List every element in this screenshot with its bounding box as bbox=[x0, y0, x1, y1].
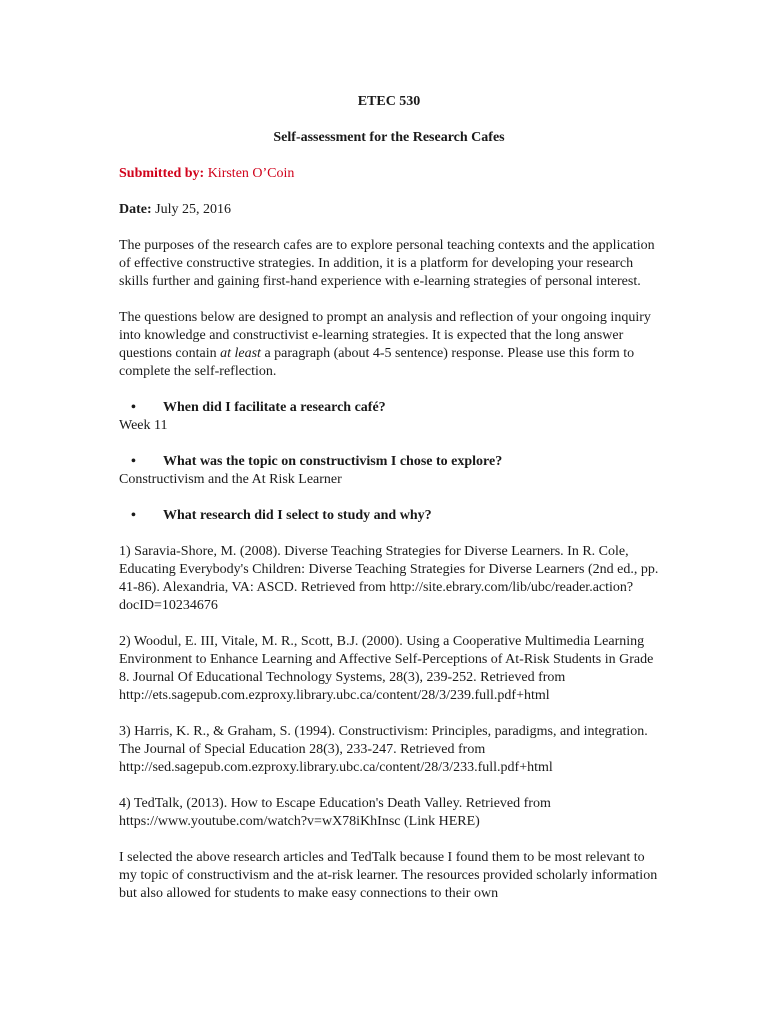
reference-1: 1) Saravia-Shore, M. (2008). Diverse Teaching Strategies for Diverse Learners. In R. Cole, Educating Everybody's Children: Diverse Teaching Strategies for Diverse Learners (2nd ed., pp. 41-86). Alexandria, VA: ASCD. Retrieved from http://site.ebrary.com/lib/ubc/reader.action?docID=10234676 bbox=[119, 544, 659, 613]
date-label: Date: bbox=[119, 202, 152, 217]
bullet-icon: • bbox=[131, 508, 136, 523]
conclusion-paragraph: I selected the above research articles and TedTalk because I found them to be most relevant to my topic of constructivism and the at-risk learner. The resources provided scholarly information but also allowed for students to make easy connections to their own bbox=[119, 850, 658, 901]
document-title: Self-assessment for the Research Cafes bbox=[273, 130, 505, 145]
course-code: ETEC 530 bbox=[357, 94, 421, 109]
question-text: When did I facilitate a research café? bbox=[163, 400, 386, 415]
document-body bbox=[119, 93, 659, 903]
bullet-icon: • bbox=[131, 400, 136, 415]
question-2 bbox=[119, 453, 659, 471]
intro-p2-text-b: a paragraph (about 4-5 sentence) response. Please use this form to complete the self-reflection. bbox=[119, 346, 635, 379]
submitted-by-label: Submitted by: bbox=[119, 166, 205, 181]
question-3 bbox=[119, 507, 659, 525]
question-text: What research did I select to study and why? bbox=[163, 508, 432, 523]
reference-4: 4) TedTalk, (2013). How to Escape Education's Death Valley. Retrieved from https://www.youtube.com/watch?v=wX78iKhInsc (Link HERE) bbox=[119, 796, 551, 829]
intro-p2-text-a: The questions below are designed to prompt an analysis and reflection of your ongoing inquiry into knowledge and constructivist e-learning strategies. It is expected that the long answer questions contain bbox=[119, 310, 651, 361]
question-1 bbox=[119, 399, 659, 417]
submitted-by-name: Kirsten O’Coin bbox=[207, 166, 295, 181]
intro-p2-emphasis: at least bbox=[220, 346, 261, 361]
date-value: July 25, 2016 bbox=[155, 202, 231, 217]
intro-paragraph-1: The purposes of the research cafes are to explore personal teaching contexts and the application of effective constructive strategies. In addition, it is a platform for developing your research skills further and gaining first-hand experience with e-learning strategies of personal interest. bbox=[119, 238, 655, 289]
intro-paragraph-2 bbox=[119, 309, 659, 381]
question-text: What was the topic on constructivism I chose to explore? bbox=[163, 454, 503, 469]
reference-3: 3) Harris, K. R., & Graham, S. (1994). Constructivism: Principles, paradigms, and integration. The Journal of Special Education 28(3), 233-247. Retrieved from http://sed.sagepub.com.ezproxy.library.ubc.ca/content/28/3/233.full.pdf+html bbox=[119, 724, 648, 775]
answer-1: Week 11 bbox=[119, 418, 168, 433]
submitted-by-line bbox=[119, 165, 659, 183]
answer-2: Constructivism and the At Risk Learner bbox=[119, 472, 342, 487]
date-line bbox=[119, 201, 659, 219]
reference-2: 2) Woodul, E. III, Vitale, M. R., Scott, B.J. (2000). Using a Cooperative Multimedia Learning Environment to Enhance Learning and Affective Self-Perceptions of At-Risk Students in Grade 8. Journal Of Educational Technology Systems, 28(3), 239-252. Retrieved from http://ets.sagepub.com.ezproxy.library.ubc.ca/content/28/3/239.full.pdf+html bbox=[119, 634, 654, 703]
bullet-icon: • bbox=[131, 454, 136, 469]
